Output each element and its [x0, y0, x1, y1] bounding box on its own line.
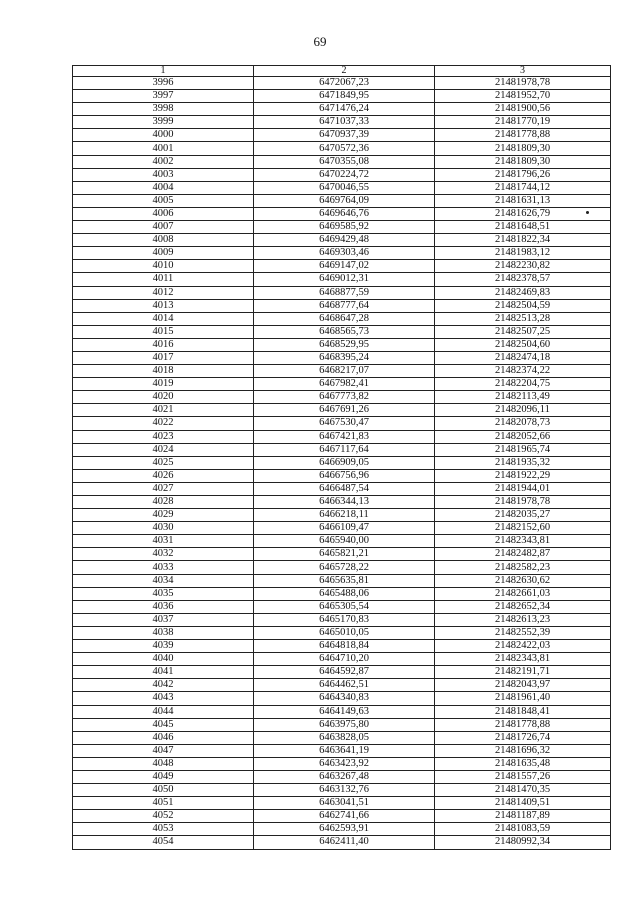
- x-coordinate-cell: 6465821,21: [254, 548, 435, 561]
- y-coordinate-cell: 21481631,13: [435, 194, 611, 207]
- y-coordinate-cell: 21481965,74: [435, 443, 611, 456]
- x-coordinate-cell: 6467421,83: [254, 430, 435, 443]
- table-row: [73, 744, 611, 757]
- table-row: [73, 600, 611, 613]
- table-row: [73, 273, 611, 286]
- table-header-row: [73, 66, 611, 77]
- table-row: [73, 391, 611, 404]
- x-coordinate-cell: 6464340,83: [254, 692, 435, 705]
- table-row: [73, 666, 611, 679]
- point-number-cell: 4054: [73, 836, 254, 849]
- point-number-cell: 4020: [73, 391, 254, 404]
- point-number-cell: 4008: [73, 234, 254, 247]
- point-number-cell: 4018: [73, 365, 254, 378]
- point-number-cell: 4049: [73, 770, 254, 783]
- point-number-cell: 4012: [73, 286, 254, 299]
- point-number-cell: 4011: [73, 273, 254, 286]
- point-number-cell: 4026: [73, 469, 254, 482]
- point-number-cell: 4021: [73, 404, 254, 417]
- point-number-cell: 4042: [73, 679, 254, 692]
- x-coordinate-cell: 6468395,24: [254, 351, 435, 364]
- x-coordinate-cell: 6469303,46: [254, 247, 435, 260]
- coordinates-table: [72, 65, 611, 850]
- y-coordinate-cell: 21481187,89: [435, 810, 611, 823]
- table-row: [73, 535, 611, 548]
- table-row: [73, 810, 611, 823]
- y-coordinate-cell: 21482191,71: [435, 666, 611, 679]
- y-coordinate-cell: 21481848,41: [435, 705, 611, 718]
- table-row: [73, 116, 611, 129]
- y-coordinate-cell: 21481778,88: [435, 129, 611, 142]
- x-coordinate-cell: 6469147,02: [254, 260, 435, 273]
- table-row: [73, 836, 611, 849]
- point-number-cell: 4029: [73, 509, 254, 522]
- point-number-cell: 4046: [73, 731, 254, 744]
- y-coordinate-cell: 21482204,75: [435, 378, 611, 391]
- table-row: [73, 561, 611, 574]
- x-coordinate-cell: 6466487,54: [254, 482, 435, 495]
- table-row: [73, 312, 611, 325]
- point-number-cell: 4001: [73, 142, 254, 155]
- table-row: [73, 797, 611, 810]
- point-number-cell: 4025: [73, 456, 254, 469]
- point-number-cell: 4050: [73, 784, 254, 797]
- point-number-cell: 4022: [73, 417, 254, 430]
- y-coordinate-cell: 21482652,34: [435, 600, 611, 613]
- point-number-cell: 4010: [73, 260, 254, 273]
- x-coordinate-cell: 6463641,19: [254, 744, 435, 757]
- table-row: [73, 338, 611, 351]
- x-coordinate-cell: 6462741,66: [254, 810, 435, 823]
- table-row: [73, 574, 611, 587]
- y-coordinate-cell: 21482052,66: [435, 430, 611, 443]
- point-number-cell: 4023: [73, 430, 254, 443]
- y-coordinate-cell: 21481635,48: [435, 757, 611, 770]
- point-number-cell: 4028: [73, 496, 254, 509]
- table-row: [73, 378, 611, 391]
- y-coordinate-cell: 21482504,60: [435, 338, 611, 351]
- y-coordinate-cell: 21482035,27: [435, 509, 611, 522]
- x-coordinate-cell: 6465305,54: [254, 600, 435, 613]
- x-coordinate-cell: 6470937,39: [254, 129, 435, 142]
- point-number-cell: 4032: [73, 548, 254, 561]
- y-coordinate-cell: 21481952,70: [435, 90, 611, 103]
- table-row: [73, 286, 611, 299]
- table-row: [73, 207, 611, 220]
- x-coordinate-cell: 6464592,87: [254, 666, 435, 679]
- table-row: [73, 679, 611, 692]
- point-number-cell: 4009: [73, 247, 254, 260]
- x-coordinate-cell: 6466909,05: [254, 456, 435, 469]
- table-row: [73, 221, 611, 234]
- table-row: [73, 404, 611, 417]
- x-coordinate-cell: 6468777,64: [254, 299, 435, 312]
- table-row: [73, 103, 611, 116]
- x-coordinate-cell: 6464818,84: [254, 640, 435, 653]
- x-coordinate-cell: 6464710,20: [254, 653, 435, 666]
- point-number-cell: 4024: [73, 443, 254, 456]
- table-row: [73, 155, 611, 168]
- table-row: [73, 692, 611, 705]
- y-coordinate-cell: 21481557,26: [435, 770, 611, 783]
- x-coordinate-cell: 6469764,09: [254, 194, 435, 207]
- page-number: 69: [313, 34, 327, 49]
- point-number-cell: 4053: [73, 823, 254, 836]
- x-coordinate-cell: 6469012,31: [254, 273, 435, 286]
- table-row: [73, 299, 611, 312]
- y-coordinate-cell: 21481409,51: [435, 797, 611, 810]
- y-coordinate-cell: 21481944,01: [435, 482, 611, 495]
- point-number-cell: 4019: [73, 378, 254, 391]
- table-row: [73, 90, 611, 103]
- point-number-cell: 4043: [73, 692, 254, 705]
- x-coordinate-cell: 6468647,28: [254, 312, 435, 325]
- y-coordinate-cell: 21482474,18: [435, 351, 611, 364]
- point-number-cell: 4034: [73, 574, 254, 587]
- point-number-cell: 4005: [73, 194, 254, 207]
- y-coordinate-cell: 21482661,03: [435, 587, 611, 600]
- x-coordinate-cell: 6466218,11: [254, 509, 435, 522]
- y-coordinate-cell: 21482230,82: [435, 260, 611, 273]
- y-coordinate-cell: 21481900,56: [435, 103, 611, 116]
- point-number-cell: 4030: [73, 522, 254, 535]
- y-coordinate-cell: 21482343,81: [435, 535, 611, 548]
- column-header-3: 3: [435, 66, 611, 77]
- table-row: [73, 640, 611, 653]
- x-coordinate-cell: 6469585,92: [254, 221, 435, 234]
- x-coordinate-cell: 6470572,36: [254, 142, 435, 155]
- point-number-cell: 4044: [73, 705, 254, 718]
- table-row: [73, 496, 611, 509]
- y-coordinate-cell: 21480992,34: [435, 836, 611, 849]
- point-number-cell: 4045: [73, 718, 254, 731]
- table-row: [73, 509, 611, 522]
- y-coordinate-cell: 21481083,59: [435, 823, 611, 836]
- table-row: [73, 351, 611, 364]
- y-coordinate-cell: 21481770,19: [435, 116, 611, 129]
- x-coordinate-cell: 6467530,47: [254, 417, 435, 430]
- table-row: [73, 365, 611, 378]
- x-coordinate-cell: 6470355,08: [254, 155, 435, 168]
- table-row: [73, 260, 611, 273]
- point-number-cell: 4015: [73, 325, 254, 338]
- point-number-cell: 4051: [73, 797, 254, 810]
- x-coordinate-cell: 6471849,95: [254, 90, 435, 103]
- point-number-cell: 4016: [73, 338, 254, 351]
- table-row: [73, 234, 611, 247]
- point-number-cell: 4027: [73, 482, 254, 495]
- table-row: [73, 718, 611, 731]
- table-row: [73, 181, 611, 194]
- table-row: [73, 482, 611, 495]
- point-number-cell: 4014: [73, 312, 254, 325]
- y-coordinate-cell: 21482582,23: [435, 561, 611, 574]
- point-number-cell: 4013: [73, 299, 254, 312]
- point-number-cell: 4002: [73, 155, 254, 168]
- y-coordinate-cell: 21482482,87: [435, 548, 611, 561]
- table-row: [73, 784, 611, 797]
- point-number-cell: 4003: [73, 168, 254, 181]
- x-coordinate-cell: 6465170,83: [254, 613, 435, 626]
- y-coordinate-cell: 21482422,03: [435, 640, 611, 653]
- point-number-cell: 4033: [73, 561, 254, 574]
- y-coordinate-cell: 21481778,88: [435, 718, 611, 731]
- x-coordinate-cell: 6463041,51: [254, 797, 435, 810]
- y-coordinate-cell: 21482552,39: [435, 626, 611, 639]
- x-coordinate-cell: 6463975,80: [254, 718, 435, 731]
- x-coordinate-cell: 6465635,81: [254, 574, 435, 587]
- x-coordinate-cell: 6465488,06: [254, 587, 435, 600]
- table-row: [73, 757, 611, 770]
- x-coordinate-cell: 6469646,76: [254, 207, 435, 220]
- y-coordinate-cell: 21481978,78: [435, 77, 611, 90]
- x-coordinate-cell: 6467982,41: [254, 378, 435, 391]
- y-coordinate-cell: 21482630,62: [435, 574, 611, 587]
- x-coordinate-cell: 6463267,48: [254, 770, 435, 783]
- y-coordinate-cell: 21482152,60: [435, 522, 611, 535]
- point-number-cell: 4039: [73, 640, 254, 653]
- point-number-cell: 4000: [73, 129, 254, 142]
- x-coordinate-cell: 6466344,13: [254, 496, 435, 509]
- table-row: [73, 731, 611, 744]
- x-coordinate-cell: 6471476,24: [254, 103, 435, 116]
- table-body: [73, 77, 611, 850]
- x-coordinate-cell: 6462411,40: [254, 836, 435, 849]
- x-coordinate-cell: 6463828,05: [254, 731, 435, 744]
- x-coordinate-cell: 6470224,72: [254, 168, 435, 181]
- x-coordinate-cell: 6462593,91: [254, 823, 435, 836]
- y-coordinate-cell: 21481809,30: [435, 142, 611, 155]
- table-row: [73, 142, 611, 155]
- y-coordinate-cell: 21482078,73: [435, 417, 611, 430]
- x-coordinate-cell: 6465010,05: [254, 626, 435, 639]
- point-number-cell: 4037: [73, 613, 254, 626]
- y-coordinate-cell: 21482113,49: [435, 391, 611, 404]
- table-row: [73, 469, 611, 482]
- x-coordinate-cell: 6467117,64: [254, 443, 435, 456]
- point-number-cell: 4041: [73, 666, 254, 679]
- point-number-cell: 4035: [73, 587, 254, 600]
- x-coordinate-cell: 6472067,23: [254, 77, 435, 90]
- y-coordinate-cell: 21481726,74: [435, 731, 611, 744]
- y-coordinate-cell: 21481809,30: [435, 155, 611, 168]
- y-coordinate-cell: 21481978,78: [435, 496, 611, 509]
- point-number-cell: 4006: [73, 207, 254, 220]
- y-coordinate-cell: 21481983,12: [435, 247, 611, 260]
- point-number-cell: 3997: [73, 90, 254, 103]
- point-number-cell: 4052: [73, 810, 254, 823]
- y-coordinate-cell: 21482613,23: [435, 613, 611, 626]
- x-coordinate-cell: 6468217,07: [254, 365, 435, 378]
- column-header-1: 1: [73, 66, 254, 77]
- x-coordinate-cell: 6463132,76: [254, 784, 435, 797]
- table-row: [73, 77, 611, 90]
- point-number-cell: 4004: [73, 181, 254, 194]
- table-row: [73, 653, 611, 666]
- x-coordinate-cell: 6466109,47: [254, 522, 435, 535]
- x-coordinate-cell: 6468565,73: [254, 325, 435, 338]
- table-row: [73, 443, 611, 456]
- point-number-cell: 4031: [73, 535, 254, 548]
- x-coordinate-cell: 6469429,48: [254, 234, 435, 247]
- table-row: [73, 417, 611, 430]
- y-coordinate-cell: 21481922,29: [435, 469, 611, 482]
- table-row: [73, 705, 611, 718]
- x-coordinate-cell: 6464149,63: [254, 705, 435, 718]
- point-number-cell: 4038: [73, 626, 254, 639]
- table-row: [73, 247, 611, 260]
- column-header-2: 2: [254, 66, 435, 77]
- point-number-cell: 4007: [73, 221, 254, 234]
- y-coordinate-cell: 21481961,40: [435, 692, 611, 705]
- table-row: [73, 430, 611, 443]
- x-coordinate-cell: 6467691,26: [254, 404, 435, 417]
- x-coordinate-cell: 6467773,82: [254, 391, 435, 404]
- y-coordinate-cell: 21482096,11: [435, 404, 611, 417]
- y-coordinate-cell: 21481470,35: [435, 784, 611, 797]
- y-coordinate-cell: 21481744,12: [435, 181, 611, 194]
- table-row: [73, 456, 611, 469]
- x-coordinate-cell: 6468877,59: [254, 286, 435, 299]
- y-coordinate-cell: 21482374,22: [435, 365, 611, 378]
- point-number-cell: 3996: [73, 77, 254, 90]
- x-coordinate-cell: 6471037,33: [254, 116, 435, 129]
- table-row: [73, 823, 611, 836]
- table-row: [73, 613, 611, 626]
- point-number-cell: 3998: [73, 103, 254, 116]
- table-row: [73, 626, 611, 639]
- point-number-cell: 4048: [73, 757, 254, 770]
- y-coordinate-cell: 21482043,97: [435, 679, 611, 692]
- y-coordinate-cell: 21481696,32: [435, 744, 611, 757]
- table-row: [73, 168, 611, 181]
- x-coordinate-cell: 6470046,55: [254, 181, 435, 194]
- table-row: [73, 522, 611, 535]
- x-coordinate-cell: 6463423,92: [254, 757, 435, 770]
- y-coordinate-cell: 21482513,28: [435, 312, 611, 325]
- table-row: [73, 129, 611, 142]
- x-coordinate-cell: 6468529,95: [254, 338, 435, 351]
- point-number-cell: 4040: [73, 653, 254, 666]
- y-coordinate-cell: 21481796,26: [435, 168, 611, 181]
- y-coordinate-cell: 21482469,83: [435, 286, 611, 299]
- point-number-cell: 3999: [73, 116, 254, 129]
- y-coordinate-cell: 21481648,51: [435, 221, 611, 234]
- table-row: [73, 770, 611, 783]
- y-coordinate-cell: 21481822,34: [435, 234, 611, 247]
- x-coordinate-cell: 6464462,51: [254, 679, 435, 692]
- stray-dot-mark: [586, 211, 589, 214]
- x-coordinate-cell: 6466756,96: [254, 469, 435, 482]
- x-coordinate-cell: 6465940,00: [254, 535, 435, 548]
- y-coordinate-cell: 21482507,25: [435, 325, 611, 338]
- point-number-cell: 4036: [73, 600, 254, 613]
- table-row: [73, 194, 611, 207]
- y-coordinate-cell: 21481935,32: [435, 456, 611, 469]
- y-coordinate-cell: 21482378,57: [435, 273, 611, 286]
- x-coordinate-cell: 6465728,22: [254, 561, 435, 574]
- point-number-cell: 4017: [73, 351, 254, 364]
- table-row: [73, 325, 611, 338]
- y-coordinate-cell: 21482343,81: [435, 653, 611, 666]
- table-row: [73, 548, 611, 561]
- y-coordinate-cell: 21482504,59: [435, 299, 611, 312]
- table-row: [73, 587, 611, 600]
- point-number-cell: 4047: [73, 744, 254, 757]
- y-coordinate-cell: 21481626,79: [435, 207, 611, 220]
